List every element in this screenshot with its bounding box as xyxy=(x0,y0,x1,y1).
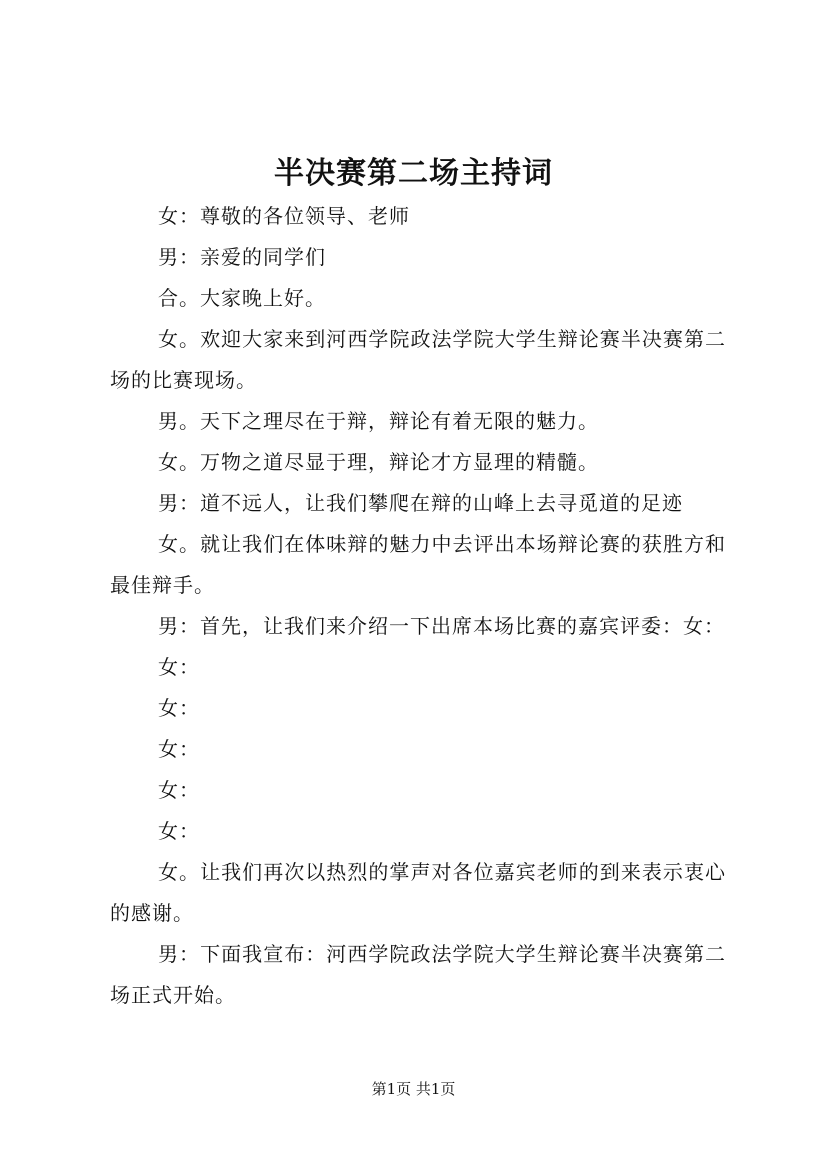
paragraph: 女。万物之道尽显于理，辩论才方显理的精髓。 xyxy=(158,450,599,474)
paragraph: 女： xyxy=(158,696,200,720)
paragraph: 女：尊敬的各位领导、老师 xyxy=(158,204,410,228)
document-title: 半决赛第二场主持词 xyxy=(274,156,553,191)
paragraph: 女。欢迎大家来到河西学院政法学院大学生辩论赛半决赛第二场的比赛现场。 xyxy=(110,327,726,392)
paragraph: 女： xyxy=(158,655,200,679)
paragraph: 男。天下之理尽在于辩，辩论有着无限的魅力。 xyxy=(158,409,599,433)
paragraph: 女。让我们再次以热烈的掌声对各位嘉宾老师的到来表示衷心的感谢。 xyxy=(110,860,726,925)
document-body xyxy=(110,196,726,1016)
paragraph: 女： xyxy=(158,819,200,843)
page-footer: 第1页 共1页 xyxy=(371,1080,456,1098)
paragraph: 男：道不远人，让我们攀爬在辩的山峰上去寻觅道的足迹 xyxy=(158,491,683,515)
paragraph: 女： xyxy=(158,778,200,802)
paragraph: 女： xyxy=(158,737,200,761)
paragraph: 男：亲爱的同学们 xyxy=(158,245,326,269)
paragraph: 合。大家晚上好。 xyxy=(158,286,326,310)
paragraph: 男：下面我宣布：河西学院政法学院大学生辩论赛半决赛第二场正式开始。 xyxy=(110,942,726,1007)
paragraph: 男：首先，让我们来介绍一下出席本场比赛的嘉宾评委：女： xyxy=(158,614,725,638)
paragraph: 女。就让我们在体味辩的魅力中去评出本场辩论赛的获胜方和最佳辩手。 xyxy=(110,532,726,597)
